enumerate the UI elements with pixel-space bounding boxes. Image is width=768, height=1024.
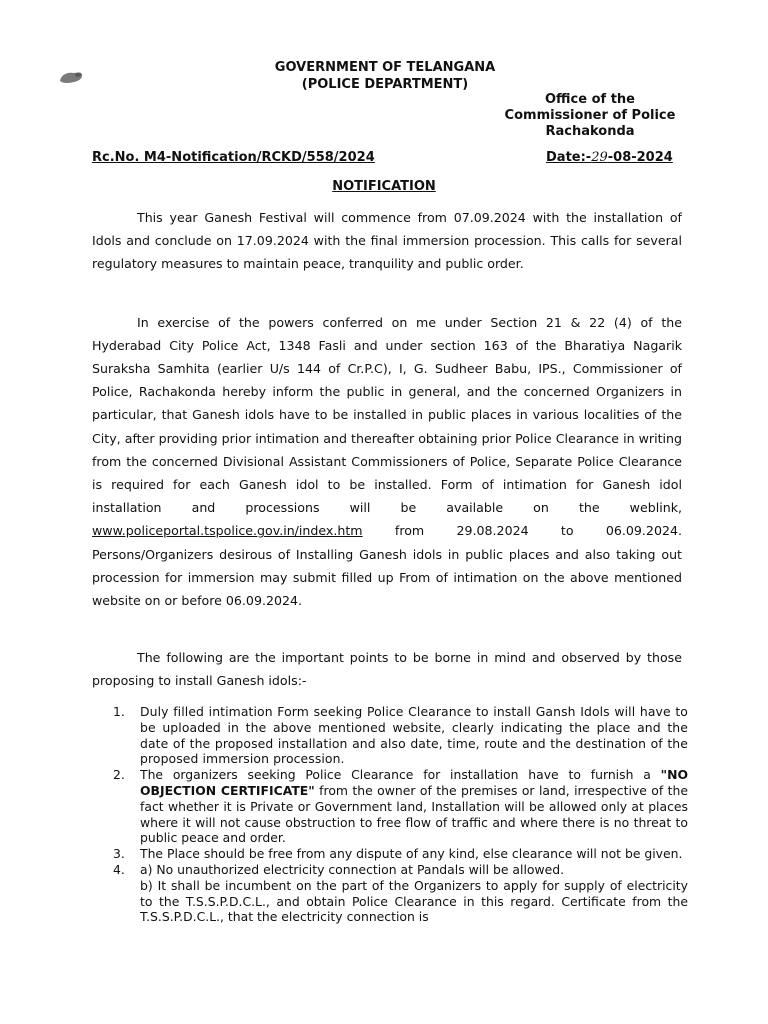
- office-line-3: Rachakonda: [545, 124, 635, 139]
- points-list: [113, 704, 688, 925]
- paragraph-1: This year Ganesh Festival will commence from 07.09.2024 with the installation of Idols and conclude on 17.09.2024 with the final immersion procession. This calls for several regulatory measures to maintain peace, tranquility and public order.: [92, 209, 682, 271]
- office-line-1: Office of the: [545, 92, 635, 107]
- list-item-text: Duly filled intimation Form seeking Police Clearance to install Gansh Idols will have to be uploaded in the above mentioned website, clearly indicating the place and the date of the proposed installation and also date, time, route and the destination of the proposed immersion procession.: [140, 704, 688, 767]
- date-label: Date:-: [546, 150, 592, 165]
- reference-number: Rc.No. M4-Notification/RCKD/558/2024: [92, 150, 375, 165]
- noc-emphasis: "NO OBJECTION CERTIFICATE": [140, 767, 688, 798]
- government-heading: GOVERNMENT OF TELANGANA: [274, 60, 496, 75]
- list-item-subpoint-b: b) It shall be incumbent on the part of the Organizers to apply for supply of electricity to the T.S.S.P.D.C.L., and obtain Police Clearance in this regard. Certificate from the T.S.S.P.D.C.L., that the electricity connection is: [140, 877, 688, 925]
- list-item: [113, 846, 688, 862]
- list-item-text: The organizers seeking Police Clearance for installation have to furnish a: [140, 767, 651, 783]
- list-item-text: The Place should be free from any dispute of any kind, else clearance will not be given.: [140, 846, 683, 862]
- emblem-mark-icon: [58, 68, 84, 86]
- list-item-number: 2.: [113, 767, 125, 783]
- paragraph-3: The following are the important points to be borne in mind and observed by those proposing to install Ganesh idols:-: [92, 649, 682, 688]
- list-item-number: 1.: [113, 704, 125, 719]
- office-line-2: Commissioner of Police: [504, 108, 676, 123]
- date-month-year: -08-2024: [607, 150, 673, 165]
- paragraph-2-text-cont: from 29.08.2024 to 06.09.2024. Persons/Organizers desirous of Installing Ganesh idols in public places and also taking out procession for immersion may submit filled up From of intimation on the above mentioned website on or before 06.09.2024.: [92, 523, 682, 609]
- department-heading: (POLICE DEPARTMENT): [301, 77, 469, 92]
- date-day-handwritten: 29: [591, 150, 608, 165]
- list-item: [113, 862, 688, 925]
- list-item-number: 3.: [113, 846, 125, 862]
- paragraph-2: [92, 311, 682, 613]
- list-item-number: 4.: [113, 861, 125, 877]
- list-item-text-cont: from the owner of the premises or land, irrespective of the fact whether it is Private or Government land, Installation will be allowed only at places where it will not cause obstruction to free flow of traffic and where there is no threat to public peace and order.: [140, 782, 688, 846]
- police-portal-link[interactable]: www.policeportal.tspolice.gov.in/index.htm: [92, 523, 363, 539]
- paragraph-2-text: In exercise of the powers conferred on me under Section 21 & 22 (4) of the Hyderabad City Police Act, 1348 Fasli and under section 163 of the Bharatiya Nagarik Suraksha Samhita (earlier U/s 144 of Cr.P.C), I, G. Sudheer Babu, IPS., Commissioner of Police, Rachakonda hereby inform the public in general, and the concerned Organizers in particular, that Ganesh idols have to be installed in public places in various localities of the City, after providing prior intimation and thereafter obtaining prior Police Clearance in writing from the concerned Divisional Assistant Commissioners of Police, Separate Police Clearance is required for each Ganesh idol to be installed. Form of intimation for Ganesh idol installation and processions will be available on the weblink,: [92, 314, 682, 516]
- list-item-subpoint-a: a) No unauthorized electricity connection at Pandals will be allowed.: [140, 861, 565, 877]
- notification-date: [546, 150, 673, 165]
- list-item: [113, 767, 688, 846]
- page-title: NOTIFICATION: [332, 179, 436, 194]
- office-block: [500, 92, 680, 140]
- list-item: [113, 704, 688, 767]
